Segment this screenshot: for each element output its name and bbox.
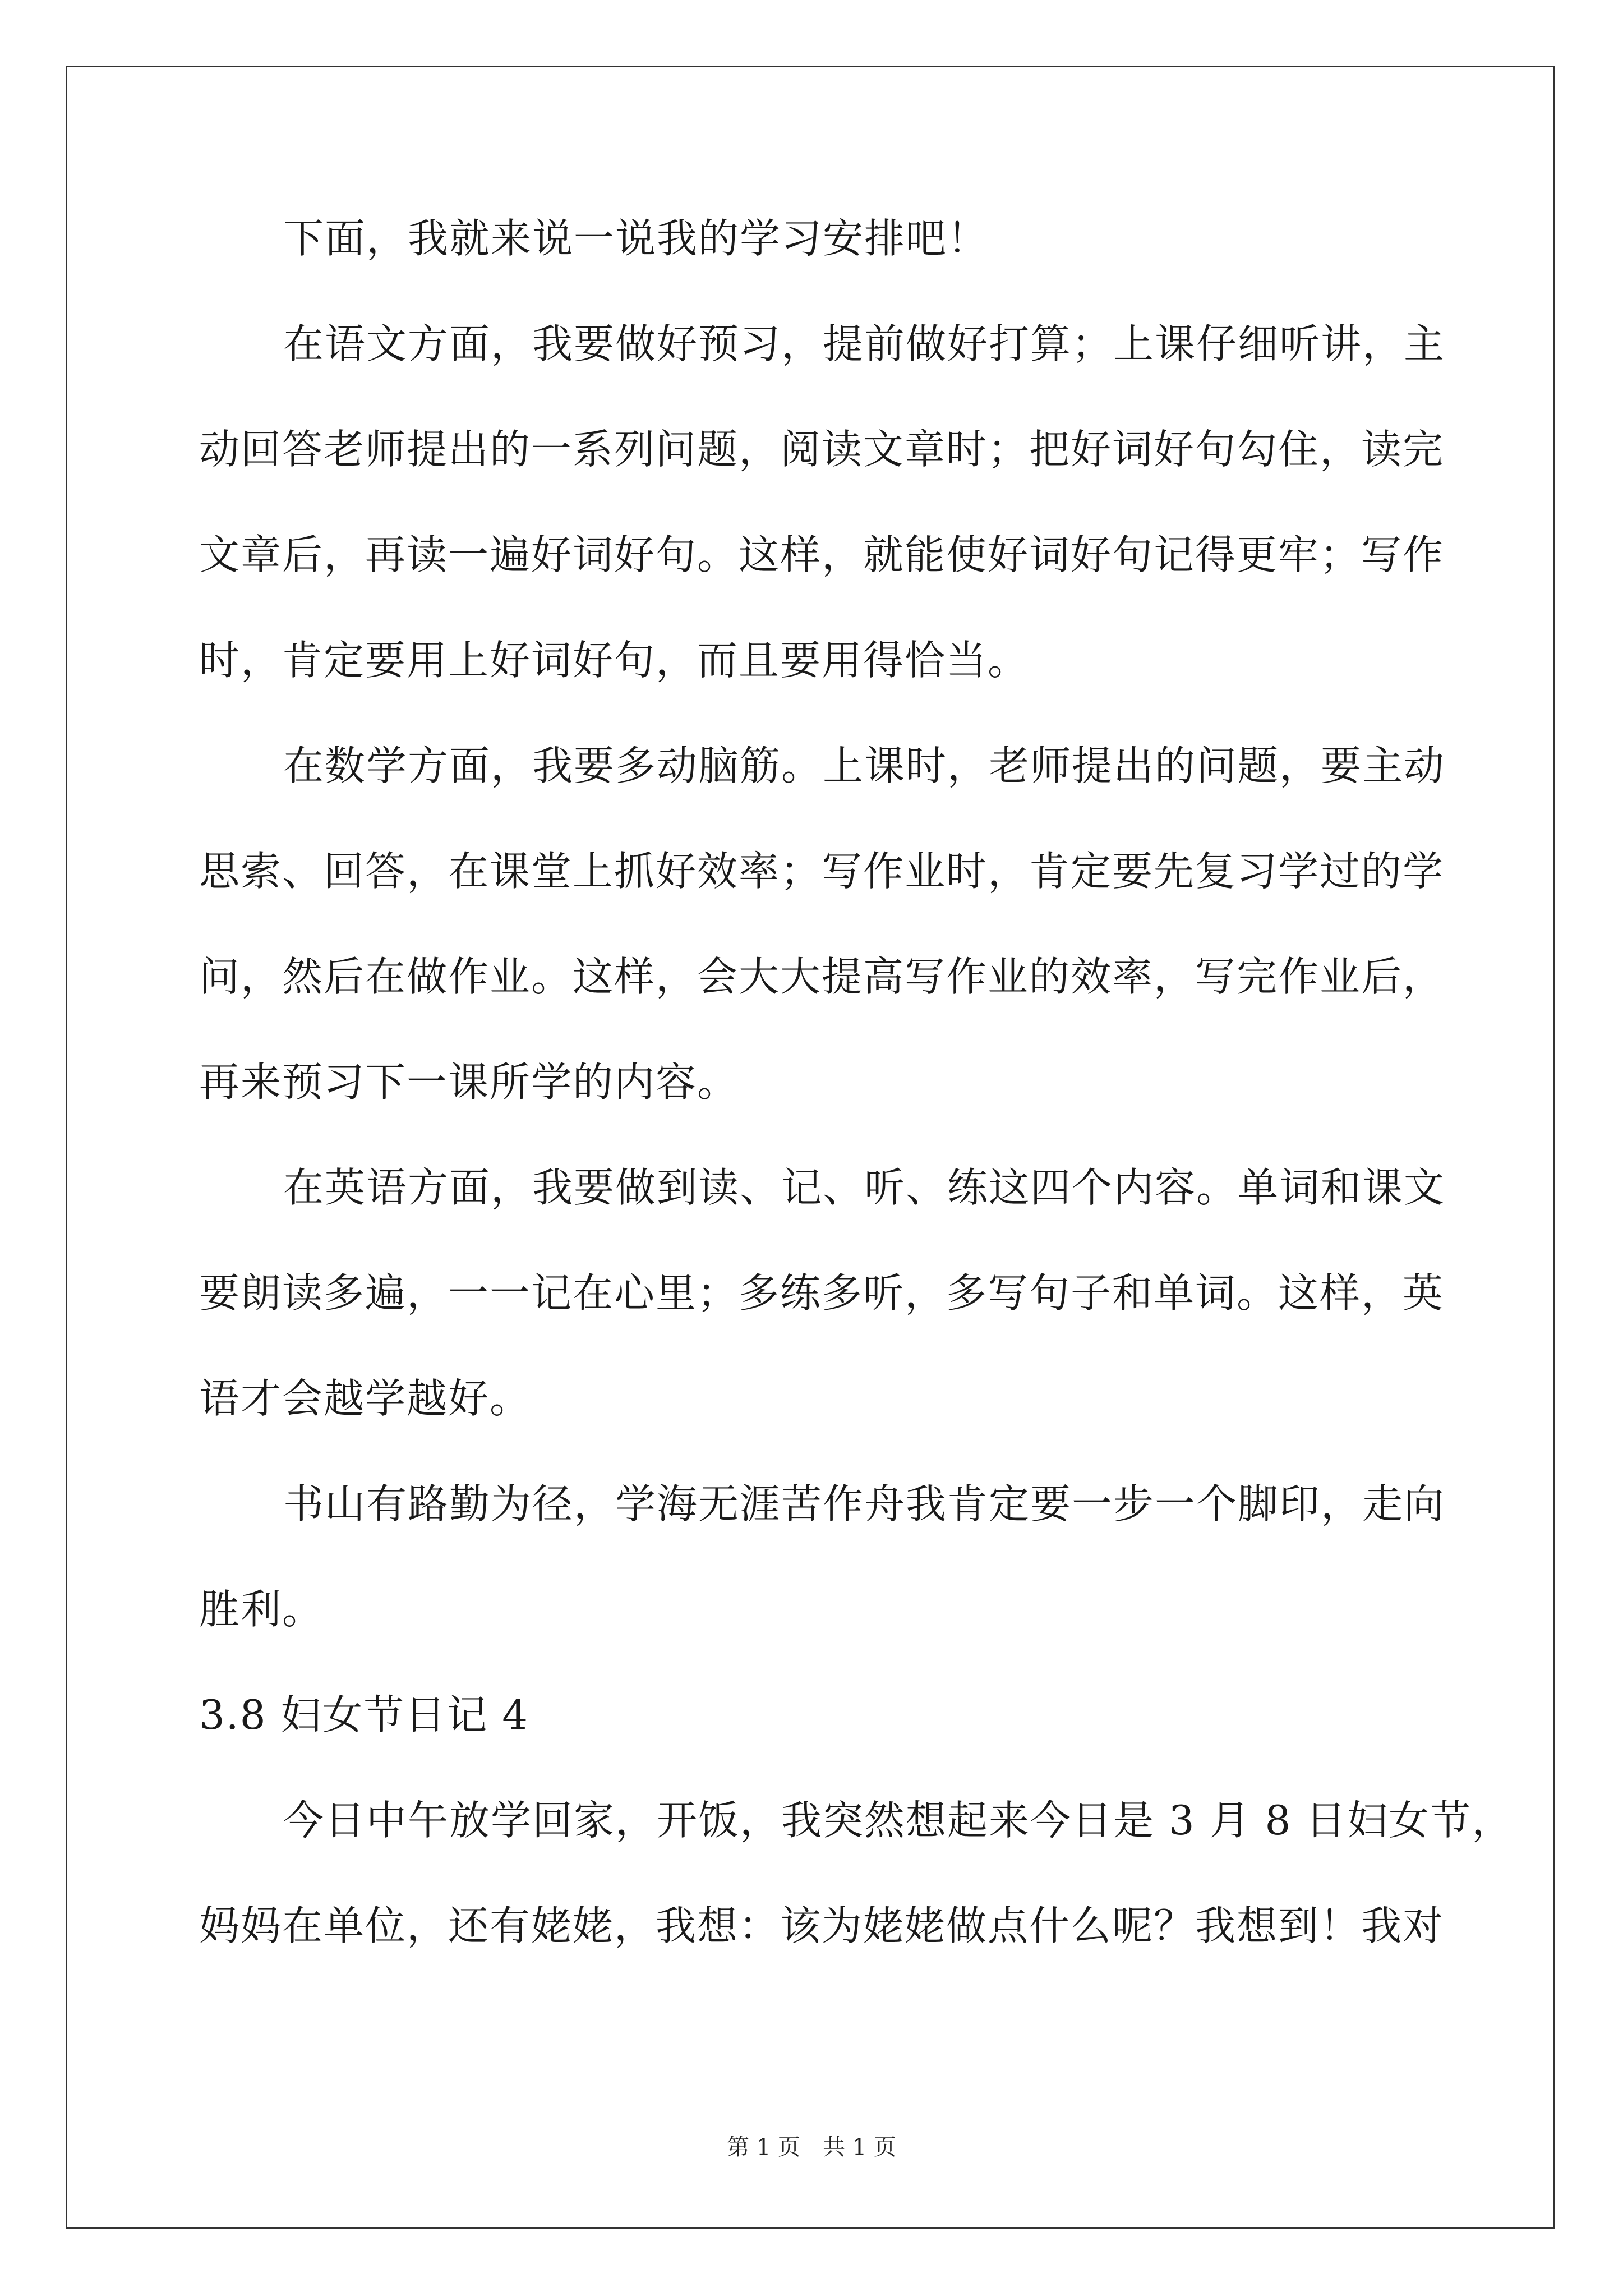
page-footer: 第 1 页 共 1 页 [727, 2134, 896, 2160]
paragraph-line: 问，然后在做作业。这样，会大大提高写作业的效率，写完作业后， [199, 953, 1445, 1000]
paragraph-line: 时，肯定要用上好词好句，而且要用得恰当。 [199, 637, 1030, 684]
paragraph-line: 文章后，再读一遍好词好句。这样，就能使好词好句记得更牢；写作 [199, 531, 1445, 578]
paragraph-line: 在数学方面，我要多动脑筋。上课时，老师提出的问题，要主动 [283, 742, 1446, 789]
paragraph-line: 动回答老师提出的一系列问题，阅读文章时；把好词好句勾住，读完 [199, 426, 1445, 473]
paragraph-line: 语才会越学越好。 [199, 1375, 532, 1422]
paragraph-line: 要朗读多遍，一一记在心里；多练多听，多写句子和单词。这样，英 [199, 1269, 1445, 1317]
paragraph-line: 今日中午放学回家，开饭，我突然想起来今日是 3 月 8 日妇女节， [283, 1797, 1514, 1844]
paragraph-line: 下面，我就来说一说我的学习安排吧！ [283, 215, 989, 262]
paragraph-line: 在英语方面，我要做到读、记、听、练这四个内容。单词和课文 [283, 1164, 1446, 1211]
paragraph-line: 再来预习下一课所学的内容。 [199, 1059, 739, 1106]
paragraph-line: 妈妈在单位，还有姥姥，我想：该为姥姥做点什么呢？我想到！我对 [199, 1902, 1445, 1949]
paragraph-line: 思索、回答，在课堂上抓好效率；写作业时，肯定要先复习学过的学 [199, 848, 1445, 895]
paragraph-line: 胜利。 [199, 1586, 324, 1633]
paragraph-line: 在语文方面，我要做好预习，提前做好打算；上课仔细听讲，主 [283, 320, 1446, 367]
paragraph-line: 书山有路勤为径，学海无涯苦作舟我肯定要一步一个脚印，走向 [283, 1480, 1446, 1527]
section-heading: 3.8 妇女节日记 4 [199, 1691, 529, 1738]
